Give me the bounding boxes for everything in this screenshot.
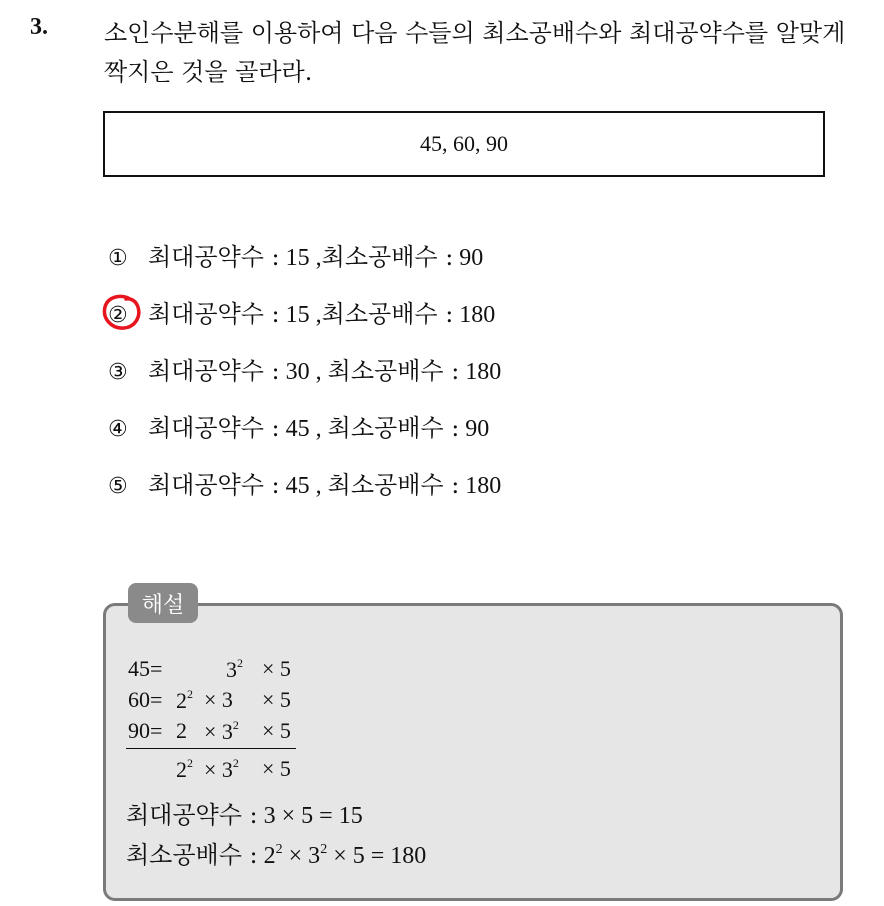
choice-number: ④ [108, 417, 128, 442]
given-numbers: 45, 60, 90 [420, 131, 508, 156]
fact-row-result-three: × $3^2$ [204, 756, 239, 782]
fact-row-60-lhs: 60= [128, 687, 163, 712]
lcm-label: 최소공배수 : [321, 243, 454, 271]
gcd-value: 30 , [279, 359, 328, 385]
given-numbers-box [103, 111, 825, 177]
fact-row-90-five: × 5 [262, 718, 291, 743]
solution-gcd-line [126, 795, 363, 830]
choice-number: ⑤ [108, 474, 128, 499]
gcd-label: 최대공약수 : [148, 414, 280, 442]
fact-row-90-lhs: 90= [128, 718, 163, 743]
gcd-label: 최대공약수 : [148, 300, 280, 328]
gcd-value: 15 , [279, 245, 322, 271]
gcd-value: 15 , [279, 302, 322, 328]
choice-number: ① [108, 246, 128, 271]
factorization-divider [126, 748, 296, 749]
lcm-label: 최소공배수 : [327, 471, 460, 499]
lcm-value: 180 [453, 302, 496, 328]
solution-tab-label: 해설 [141, 592, 185, 618]
solution-lcm-expr: $2^2 \times 3^2 \times 5 = 180$ [257, 842, 427, 869]
solution-tab [128, 583, 198, 623]
choice-2[interactable] [108, 297, 495, 331]
fact-row-60-three: × 3 [204, 687, 233, 712]
lcm-label: 최소공배수 : [327, 414, 460, 442]
solution-lcm-line [126, 835, 426, 870]
choice-number: ③ [108, 360, 128, 385]
choice-1[interactable] [108, 240, 483, 274]
lcm-value: 180 [459, 359, 502, 385]
fact-row-90-two: 2 [176, 718, 187, 743]
fact-row-45-five: × 5 [262, 656, 291, 681]
gcd-label: 최대공약수 : [148, 243, 280, 271]
fact-row-result-two: $2^2$ [176, 756, 193, 782]
choice-4[interactable] [108, 411, 489, 445]
question-text: 소인수분해를 이용하여 다음 수들의 최소공배수와 최대공약수를 알맞게 짝지은 것을 골라라. [104, 19, 846, 86]
lcm-label: 최소공배수 : [321, 300, 454, 328]
lcm-value: 180 [459, 473, 502, 499]
solution-gcd-expr: 3 × 5 = 15 [257, 803, 363, 829]
choice-5[interactable] [108, 468, 501, 502]
lcm-value: 90 [459, 416, 490, 442]
gcd-label: 최대공약수 : [148, 357, 280, 385]
solution-lcm-label: 최소공배수 : [126, 841, 258, 869]
gcd-label: 최대공약수 : [148, 471, 280, 499]
solution-gcd-label: 최대공약수 : [126, 801, 258, 829]
lcm-label: 최소공배수 : [327, 357, 460, 385]
fact-row-result-five: × 5 [262, 756, 291, 781]
gcd-value: 45 , [279, 416, 328, 442]
fact-row-45-three: $3^2$ [226, 656, 243, 682]
fact-row-45-lhs: 45= [128, 656, 163, 681]
gcd-value: 45 , [279, 473, 328, 499]
fact-row-90-three: × $3^2$ [204, 718, 239, 744]
question-number: 3. [30, 14, 48, 40]
choice-3[interactable] [108, 354, 501, 388]
choice-number: ② [108, 303, 128, 328]
fact-row-60-five: × 5 [262, 687, 291, 712]
fact-row-60-two: $2^2$ [176, 687, 193, 713]
lcm-value: 90 [453, 245, 484, 271]
